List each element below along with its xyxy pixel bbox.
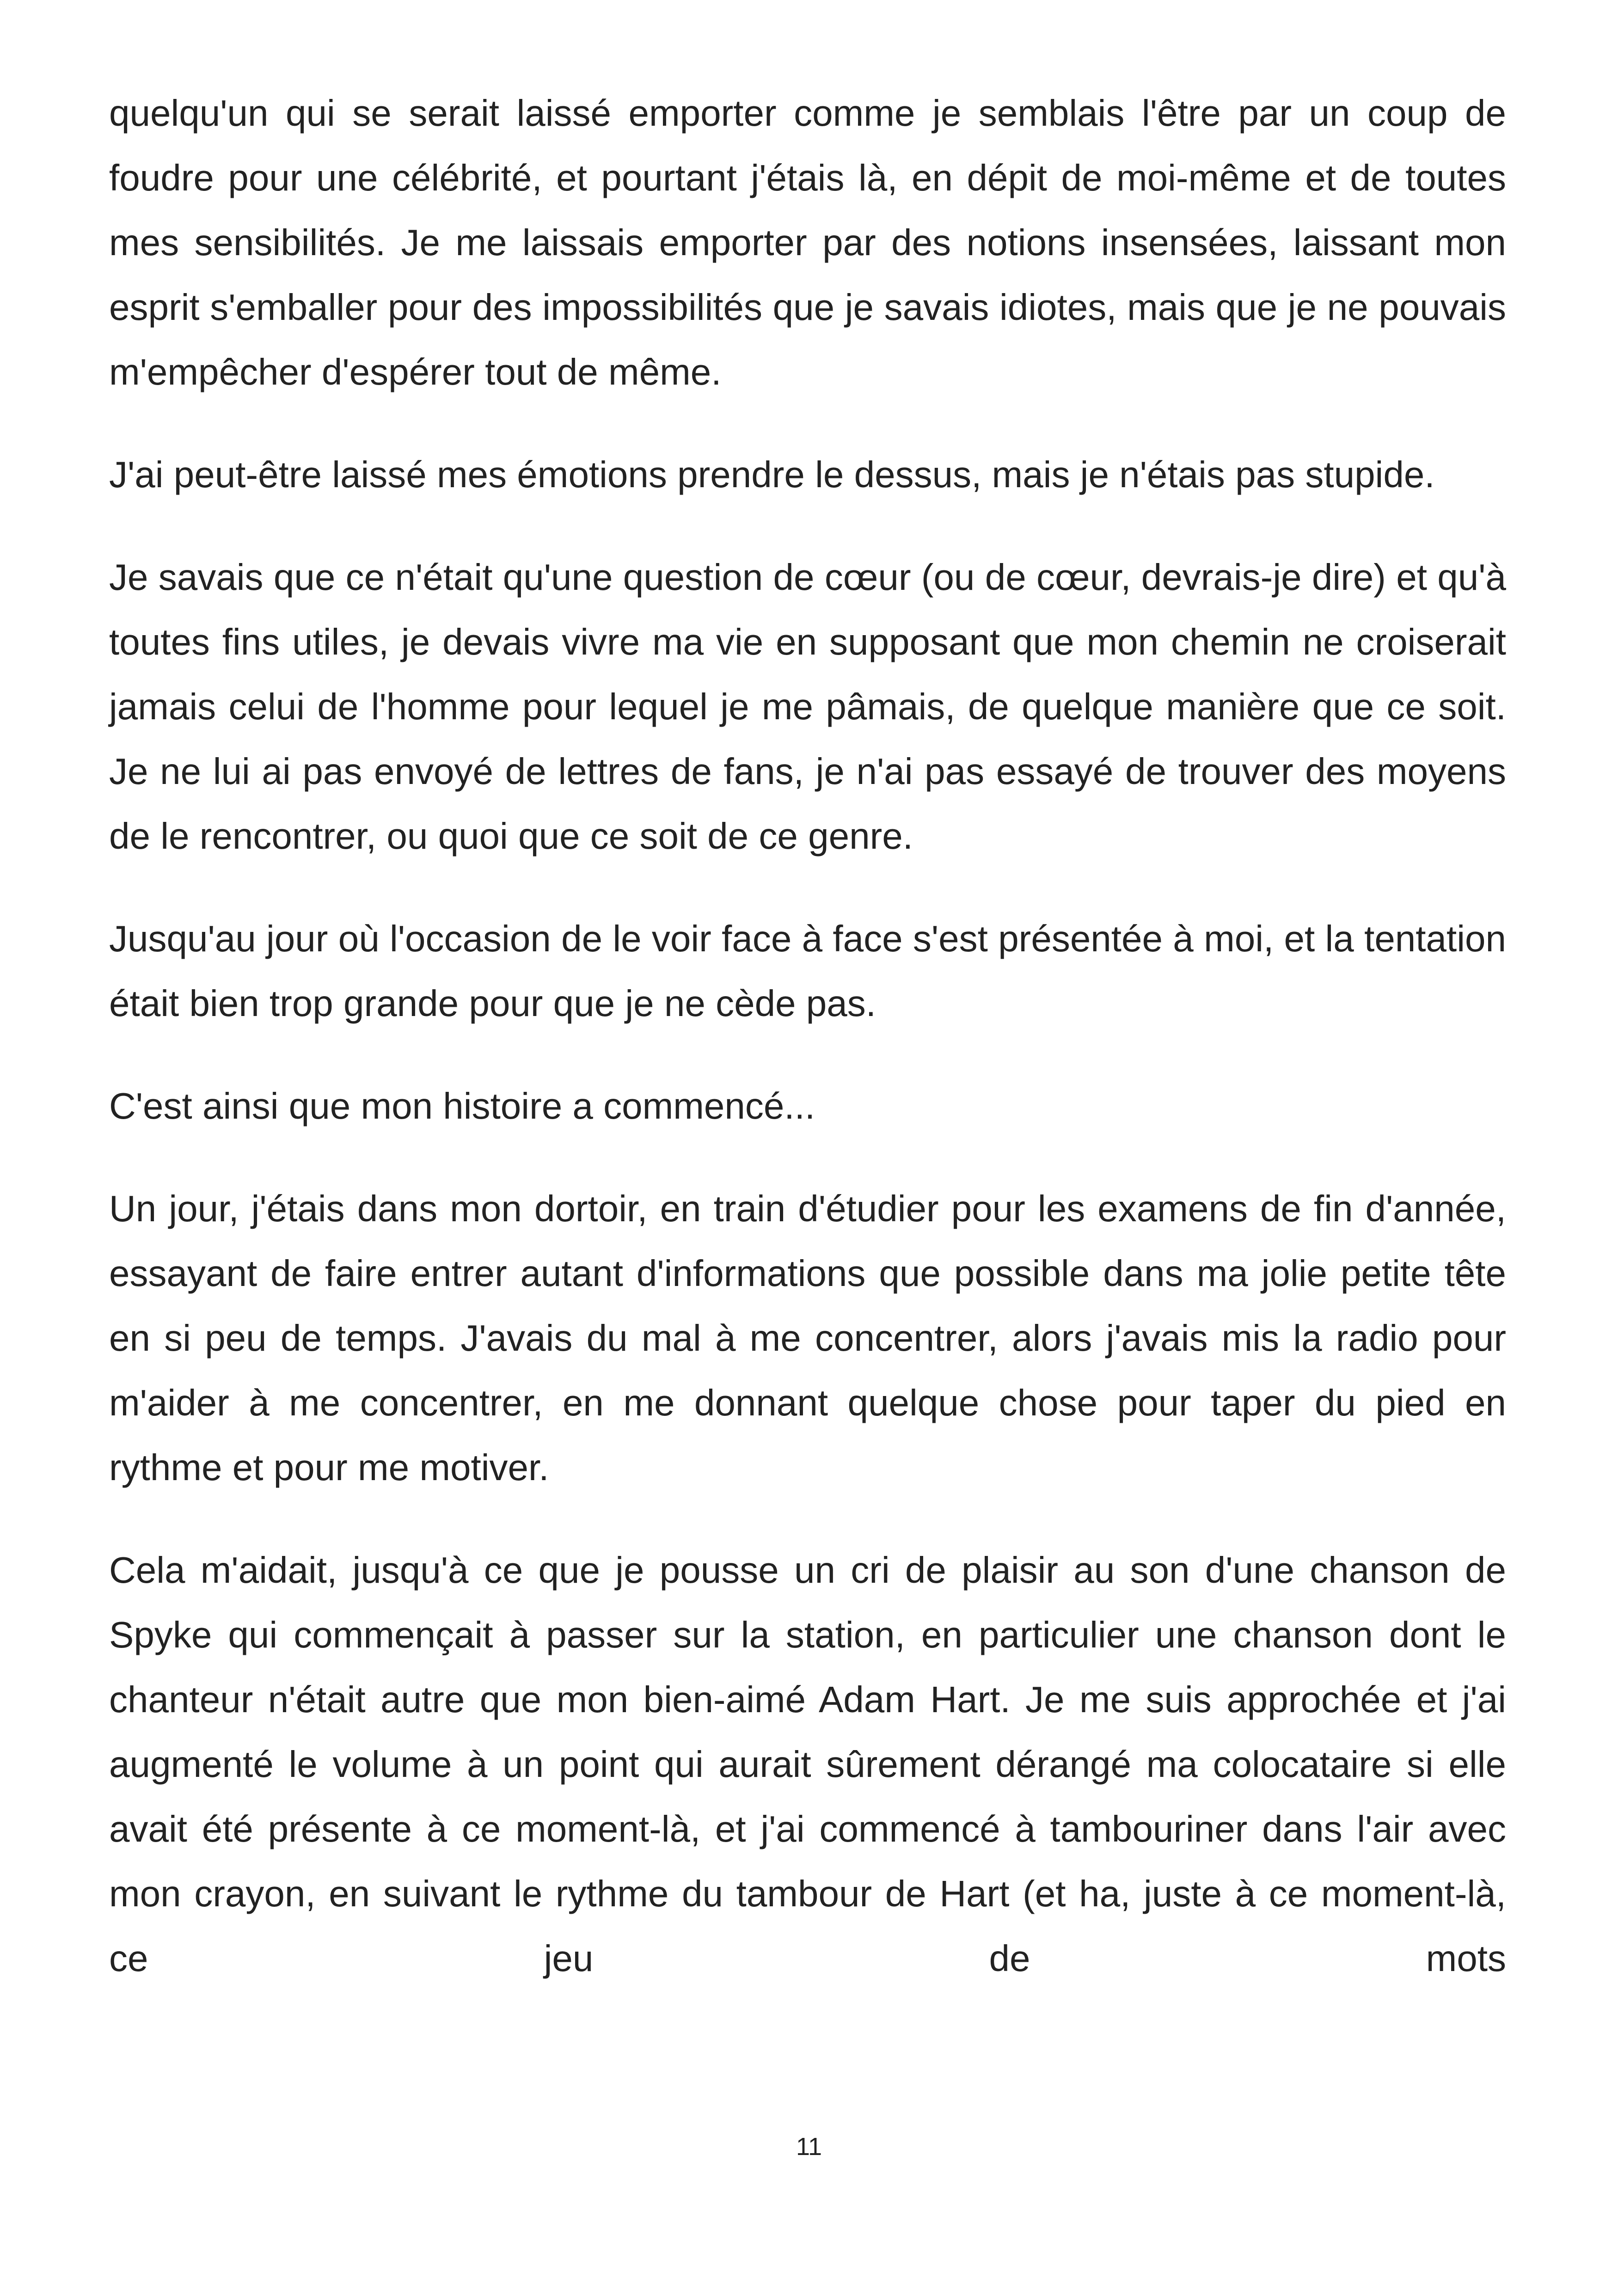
body-text (109, 81, 1506, 1991)
paragraph-2: J'ai peut-être laissé mes émotions prendre le dessus, mais je n'étais pas stupide. (109, 454, 1435, 495)
paragraph-7: Cela m'aidait, jusqu'à ce que je pousse un cri de plaisir au son d'une chanson de Spyke qui commençait à passer sur la station, en particulier une chanson dont le chanteur n'était autre que mon bien-aimé Adam Hart. Je me suis approchée et j'ai augmenté le volume à un point qui aurait sûrement dérangé ma colocataire si elle avait été présente à ce moment-là, et j'ai commencé à tambouriner dans l'air avec mon crayon, en suivant le rythme du tambour de Hart (et ha, juste à ce moment-là, ce jeu de mots (109, 1549, 1506, 1979)
paragraph-1: quelqu'un qui se serait laissé emporter comme je semblais l'être par un coup de foudre pour une célébrité, et pourtant j'étais là, en dépit de moi-même et de toutes mes sensibilités. Je me laissais emporter par des notions insensées, laissant mon esprit s'emballer pour des impossibilités que je savais idiotes, mais que je ne pouvais m'empêcher d'espérer tout de même. (109, 92, 1506, 392)
paragraph-3: Je savais que ce n'était qu'une question de cœur (ou de cœur, devrais-je dire) et qu'à toutes fins utiles, je devais vivre ma vie en supposant que mon chemin ne croiserait jamais celui de l'homme pour lequel je me pâmais, de quelque manière que ce soit. Je ne lui ai pas envoyé de lettres de fans, je n'ai pas essayé de trouver des moyens de le rencontrer, ou quoi que ce soit de ce genre. (109, 557, 1506, 857)
page-number: 11 (796, 2133, 822, 2161)
paragraph-4: Jusqu'au jour où l'occasion de le voir face à face s'est présentée à moi, et la tentation était bien trop grande pour que je ne cède pas. (109, 918, 1506, 1024)
paragraph-6: Un jour, j'étais dans mon dortoir, en train d'étudier pour les examens de fin d'année, essayant de faire entrer autant d'informations que possible dans ma jolie petite tête en si peu de temps. J'avais du mal à me concentrer, alors j'avais mis la radio pour m'aider à me concentrer, en me donnant quelque chose pour taper du pied en rythme et pour me motiver. (109, 1188, 1506, 1488)
paragraph-5: C'est ainsi que mon histoire a commencé... (109, 1085, 815, 1127)
